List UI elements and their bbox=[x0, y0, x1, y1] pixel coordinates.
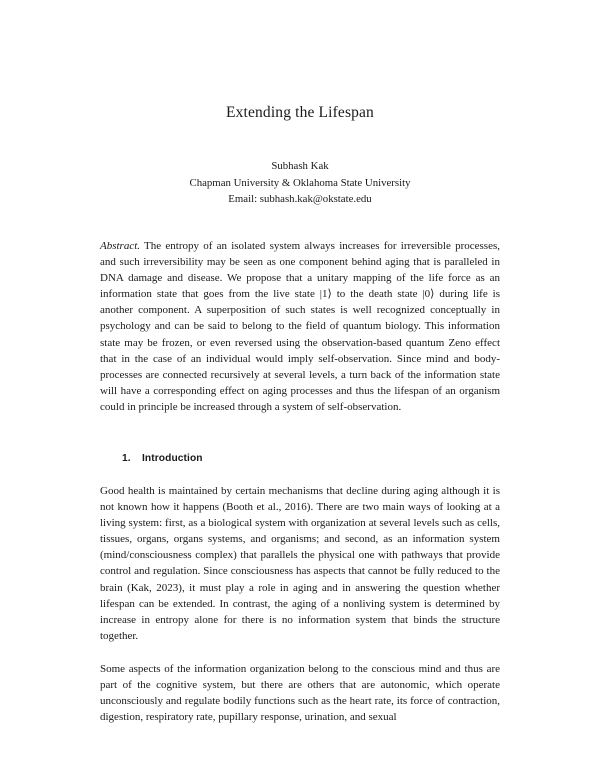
section-number: 1. bbox=[122, 453, 131, 465]
author-name: Subhash Kak bbox=[271, 160, 329, 173]
page-title: Extending the Lifespan bbox=[226, 104, 374, 121]
author-email: Email: subhash.kak@okstate.edu bbox=[228, 192, 372, 205]
author-affiliation: Chapman University & Oklahoma State University bbox=[189, 176, 411, 189]
document-content-column bbox=[100, 0, 500, 725]
abstract-label: Abstract. bbox=[100, 239, 141, 252]
body-paragraph: Some aspects of the information organization belong to the conscious mind and thus are part of the cognitive system, but there are others that are autonomic, which operate unconsciously and regulate bodily functions such as the heart rate, its force of contraction, digestion, respiratory rate, pupillary response, urination, and sexual bbox=[100, 662, 500, 724]
body-paragraph: Good health is maintained by certain mechanisms that decline during aging although it is not known how it happens (Booth et al., 2016). There are two main ways of looking at a living system: first, as a biological system with organization at several levels such as cells, tissues, organs, organs systems, and organisms; and second, as an information system (mind/consciousness complex) that parallels the physical one with pathways that provide control and regulation. Since consciousness has aspects that cannot be fully reduced to the brain (Kak, 2023), it must play a role in aging and in answering the question whether lifespan can be extended. In contrast, the aging of a nonliving system is determined by increase in entropy alone for there is no information system that binds the structure together. bbox=[100, 485, 500, 642]
abstract-text: The entropy of an isolated system always increases for irreversible processes, and such irreversibility may be seen as one component behind aging that is paralleled in DNA damage and disease. We propose that a unitary mapping of the life force as an information state that goes from the live state |1⟩ to the death state |0⟩ during life is another component. A superposition of such states is well recognized conceptually in psychology and can be said to belong to the field of quantum biology. This information state may be frozen, or even reversed using the observation-based quantum Zeno effect that in the case of an individual would imply self-observation. Since mind and body-processes are connected recursively at several levels, a turn back of the information state will have a corresponding effect on aging processes and thus the lifespan of an organism could in principle be increased through a system of self-observation. bbox=[100, 239, 500, 413]
abstract-paragraph bbox=[100, 238, 500, 415]
section-heading-label: Introduction bbox=[142, 453, 203, 465]
author-block bbox=[100, 158, 500, 207]
section-heading-introduction bbox=[100, 426, 500, 464]
